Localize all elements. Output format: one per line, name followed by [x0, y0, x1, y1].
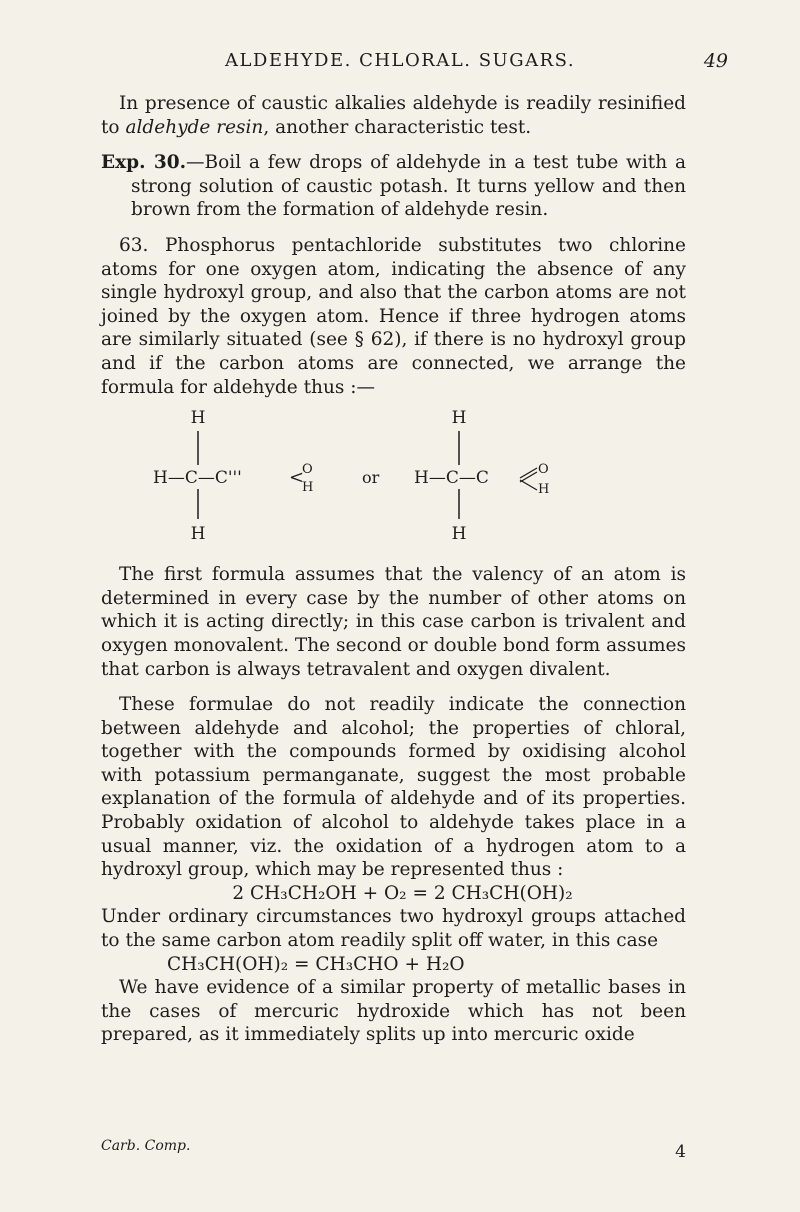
sheet-number: 4: [675, 1142, 686, 1162]
formula2-h-sub: H: [538, 482, 550, 498]
section-63: [101, 234, 686, 399]
formula1-angle: <: [289, 467, 305, 489]
resin-italic-term: aldehyde resin: [125, 116, 264, 138]
paragraph-resin: [101, 92, 686, 139]
formula2-single-bond: [520, 480, 537, 490]
running-title: ALDEHYDE. CHLORAL. SUGARS.: [224, 50, 576, 71]
page-body: [101, 92, 686, 1047]
equation-dehydration: CH₃CH(OH)₂ = CH₃CHO + H₂O: [167, 953, 465, 975]
paragraph-evidence: We have evidence of a similar property of metallic bases in the cases of mercuric hydroxide which has not been prepared, as it immediately splits up into mercuric oxide: [101, 977, 686, 1046]
page-footer: [101, 1138, 686, 1164]
experiment-label: Exp. 30.: [101, 152, 187, 174]
paragraph-ordinary: Under ordinary circumstances two hydroxyl groups attached to the same carbon atom readily split off water, in this case: [101, 906, 686, 952]
formula1-chain: H—C—C''': [153, 468, 242, 489]
formula2-chain: H—C—C: [414, 468, 489, 489]
section-text: Phosphorus pentachloride substitutes two chlorine atoms for one oxygen atom, indicating the absence of any single hydroxyl group, and also that the carbon atoms are not joined by the oxygen atom. Hence if three hydrogen atoms are similarly situated (see § 62), if there is no hydroxyl group and if the carbon atoms are connected, we arrange the formula for aldehyde thus :—: [101, 234, 686, 398]
formula1-o: O: [302, 462, 313, 478]
formula-or: or: [362, 468, 380, 488]
formula2-bottom-h: H: [451, 524, 467, 545]
formula2-o: O: [538, 462, 549, 478]
formula1-top-h: H: [190, 408, 206, 429]
formula1-h-sub: H: [302, 480, 314, 496]
page-number: 49: [703, 50, 728, 72]
formula1-bottom-h: H: [190, 524, 206, 545]
running-header: [0, 50, 800, 80]
signature-mark: Carb. Comp.: [101, 1138, 191, 1154]
equation-oxidation: 2 CH₃CH₂OH + O₂ = 2 CH₃CH(OH)₂: [232, 882, 573, 904]
structural-formulae: [101, 399, 686, 563]
resin-text-before: In presence of caustic alkalies aldehyde is readily resinified to: [101, 93, 686, 138]
paragraph-formulae: These formulae do not readily indicate the connection between aldehyde and alcohol; the properties of chloral, together with the compounds formed by oxidising alcohol with potassium permanganate, suggest the most probable explanation of the formula of aldehyde and of its properties. Probably oxidation of alcohol to aldehyde takes place in a usual manner, viz. the oxidation of a hydrogen atom to a hydroxyl group, which may be represented thus :: [101, 694, 686, 881]
formula2-top-h: H: [451, 408, 467, 429]
resin-text-after: , another characteristic test.: [263, 116, 532, 138]
experiment-text: —Boil a few drops of aldehyde in a test tube with a strong solution of caustic potash. It turns yellow and then brown from the formation of aldehyde resin.: [131, 152, 686, 221]
experiment-30: [101, 151, 686, 222]
paragraph-valency: The first formula assumes that the valency of an atom is determined in every case by the number of other atoms on which it is acting directly; in this case carbon is trivalent and oxygen monovalent. The second or double bond form assumes that carbon is always tetravalent and oxygen divalent.: [101, 564, 686, 680]
section-number: 63.: [119, 234, 149, 256]
formula-diagram: [101, 399, 686, 563]
